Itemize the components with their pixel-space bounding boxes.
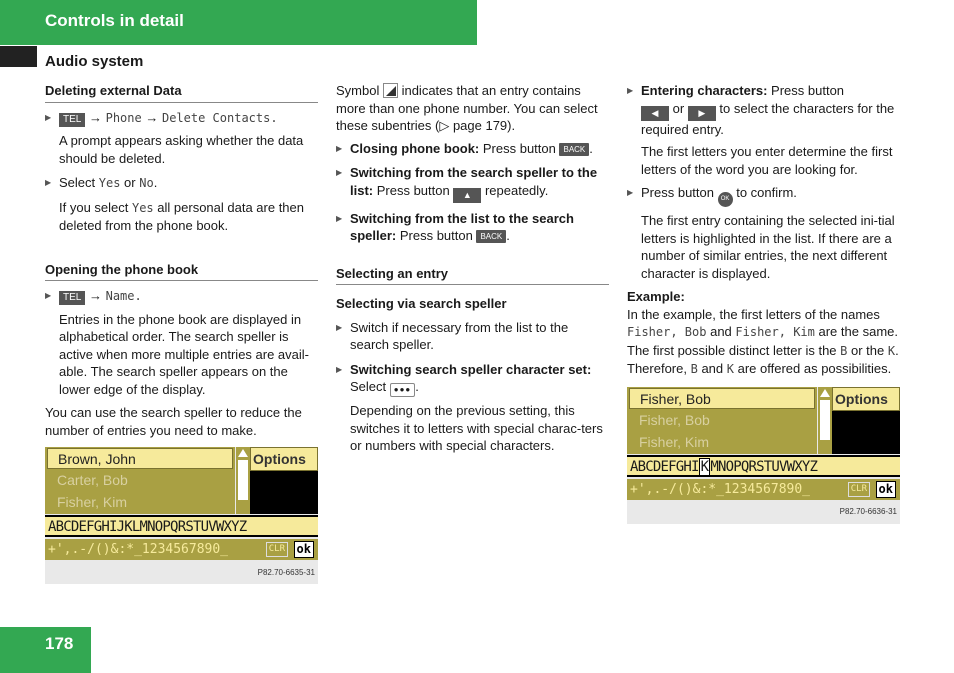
list-item: Fisher, Bob [629,388,815,409]
arrow-icon: → [88,288,102,303]
special-characters-row [45,539,318,560]
text: Press button [641,185,718,200]
paragraph-yes-result [45,199,318,235]
text: to confirm. [732,185,797,200]
tel-key-icon: TEL [59,113,85,127]
step-confirm [627,184,900,207]
alphabet-speller [627,455,900,477]
section-marker [0,46,37,67]
list-item: Brown, John [47,448,233,469]
text: to select the characters for the required entry. [641,100,895,137]
options-label: Options [832,387,900,411]
options-panel [250,447,318,514]
phonebook-list [45,447,235,514]
step-entering-characters [627,82,900,138]
name-fisher-bob: Fisher, Bob [627,325,707,339]
bold-label: Switching search speller character set: [350,361,592,377]
ok-key: ok [876,481,896,498]
alphabet-part: MNOPQRSTUVWXYZ [710,458,818,475]
highlighted-letter-k: K [700,458,709,475]
section-title: Audio system [45,53,144,70]
heading-deleting-external-data: Deleting external Data [45,82,318,103]
clr-key: CLR [848,482,870,497]
menu-phone: Phone [105,110,142,125]
option-no: No [139,176,154,190]
text: and [697,361,727,376]
heading-opening-phone-book: Opening the phone book [45,261,318,282]
text: Press button [767,83,845,98]
paragraph-entries: Entries in the phone book are displayed in alphabetical order. The search speller is active when more multiple entries are avail-able. The search speller appears on the lower edge of the display. [59,311,309,397]
text: Press button [396,228,477,243]
letter-k: K [887,343,896,358]
options-label: Options [250,447,318,471]
ok-key-icon: OK [718,192,733,207]
text: Select [350,379,390,394]
scroll-thumb [820,400,830,440]
header-title: Controls in detail [45,11,184,30]
tel-key-icon: TEL [59,291,85,305]
step-delete-contacts [45,109,318,128]
paragraph-symbol [336,82,609,135]
step-switch-to-speller: ▶ Switch if necessary from the list to the search speller. [336,319,609,354]
list-item: Fisher, Bob [639,411,710,428]
heading-example: Example: [627,289,685,304]
scroll-thumb [238,460,248,500]
figure-caption: P82.70-6635-31 [257,567,315,577]
scrollbar [818,387,832,454]
text: Therefore, [627,361,691,376]
step-list-to-speller: ▶ Switching from the list to the search speller: Press button BACK . [336,210,609,245]
scrollbar [236,447,250,514]
step-closing-phone-book: ▶ Closing phone book: Press button BACK . [336,140,609,158]
display-figure-2 [627,387,900,524]
letter-b: B [690,362,698,376]
back-key-icon: BACK [476,230,506,243]
arrow-icon: → [145,109,159,125]
option-yes: Yes [131,200,154,215]
text: Press button [373,182,454,198]
scroll-up-icon [238,449,248,457]
name-fisher-kim: Fisher, Kim [735,325,815,339]
list-item: Fisher, Kim [57,494,128,510]
text: Symbol [336,83,383,98]
bold-label: Closing phone book: [350,140,480,156]
text: repeatedly. [481,182,549,198]
text: If you select [59,199,132,215]
column-3 [627,78,900,524]
list-item: Carter, Bob [57,472,128,488]
paragraph-example: In the example, the first letters of the names Fisher, Bob and Fisher, Kim are the same. The first possible distinct letter is the B or the K. [627,306,899,358]
header-bar [0,0,477,45]
text: or [669,100,688,116]
right-key-icon: ▶ [688,106,716,121]
bold-label: Entering characters: [641,83,768,98]
column-1 [45,78,318,584]
text: Select [59,175,99,190]
text: In the example, the first letters of the names [627,306,880,322]
page-number: 178 [45,634,74,653]
letter-k: K [726,362,734,376]
paragraph-search-speller: You can use the search speller to reduce the number of entries you need to make. [45,405,302,438]
text: are the same. The first possible distinct letter is the [627,324,898,358]
arrow-icon: → [88,109,102,125]
figure-caption: P82.70-6636-31 [839,507,897,516]
up-key-icon: ▲ [453,188,481,203]
alphabet-speller: ABCDEFGHIJKLMNOPQRSTUVWXYZ [45,515,318,537]
phonebook-list [627,387,817,454]
options-panel [832,387,900,454]
special-characters: +',.-/()&:*_1234567890_ [630,481,811,497]
multiple-numbers-symbol-icon [383,83,398,98]
paragraph-first-letters: The first letters you enter determine the first letters of the word you are looking for. [641,144,893,177]
special-characters-row [627,479,900,500]
bold-label: Switching from the search speller to the list: [350,165,598,198]
text: or the [847,342,888,358]
heading-selecting-entry: Selecting an entry [336,265,609,286]
text: . [153,175,158,190]
text: and [706,324,736,339]
column-2 [336,78,609,455]
text: Press button [479,140,560,156]
letter-b: B [840,343,848,358]
display-figure-1 [45,447,318,584]
text: all personal data are then deleted from the phone book. [59,199,304,233]
step-select-yes-no [45,174,318,193]
step-speller-to-list [336,164,609,203]
text: indicates that an entry contains more than one phone number. You can select these subentries (▷ page 179). [336,83,598,133]
step-character-set: ▶ Switching search speller character set: Select ●●● . [336,361,609,398]
step-open-name [45,287,318,306]
alphabet-part: ABCDEFGHI [630,458,699,475]
paragraph-prompt: A prompt appears asking whether the data should be deleted. [59,133,304,166]
paragraph-therefore [627,360,900,379]
clr-key: CLR [266,542,288,557]
paragraph-highlight: The first entry containing the selected ini-tial letters is highlighted in the list. If there are a number of similar entries, the next different character is displayed. [641,213,895,281]
bold-label: Switching from the list to the search speller: [350,210,574,243]
paragraph-character-set: Depending on the previous setting, this switches it to letters with special charac-ters or numbers with special characters. [350,403,603,453]
option-yes: Yes [98,176,121,190]
left-key-icon: ◀ [641,106,669,121]
ok-key: ok [294,541,314,558]
text: are offered as possibilities. [733,361,892,376]
heading-via-search-speller: Selecting via search speller [336,296,507,311]
back-key-icon: BACK [559,143,589,156]
menu-delete-contacts: Delete Contacts. [161,110,278,125]
special-characters: +',.-/()&:*_1234567890_ [48,542,229,557]
list-item: Fisher, Kim [639,433,710,450]
dots-key-icon: ●●● [390,383,416,397]
menu-name: Name. [105,289,142,303]
page-number-box [0,627,91,673]
text: or [120,175,140,190]
scroll-up-icon [820,389,830,397]
